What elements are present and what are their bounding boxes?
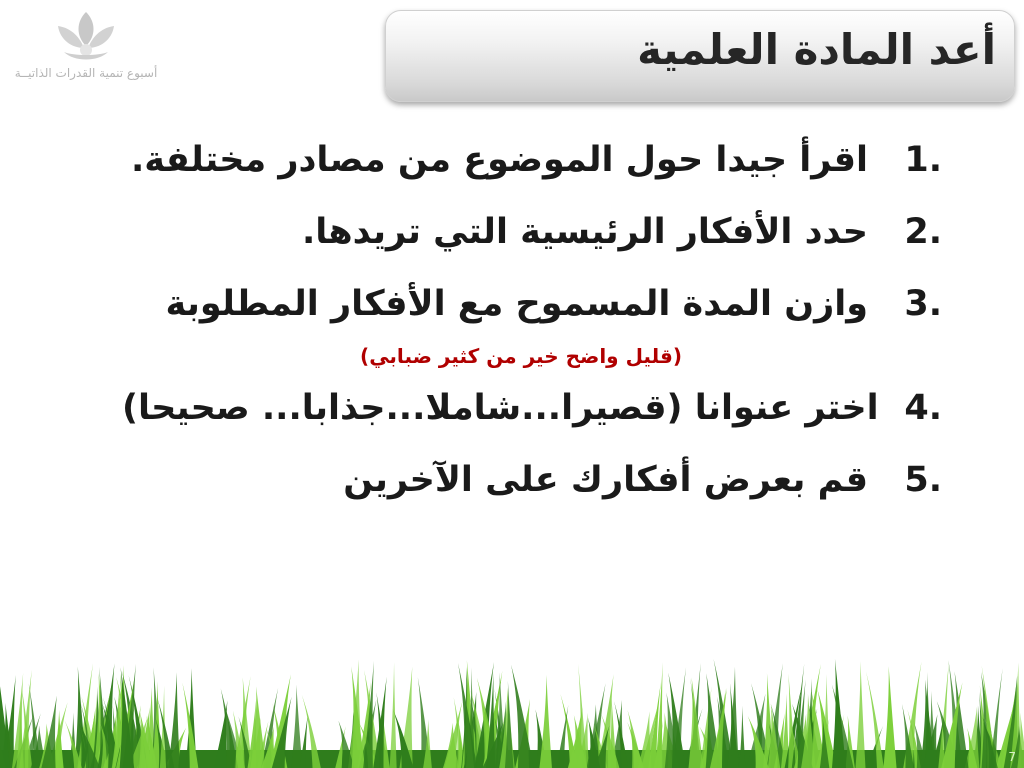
logo [6, 8, 166, 78]
list-item-text: قم بعرض أفكارك على الآخرين [343, 460, 868, 500]
page-number: 7 [1008, 750, 1016, 764]
list-item-text: اختر عنوانا (قصيرا...شاملا...جذابا... صحيحا) [122, 388, 879, 428]
content-list [122, 140, 942, 532]
list-item-number: 4. [904, 388, 942, 428]
list-item-number: 2. [904, 212, 942, 252]
list-item [122, 388, 942, 460]
list-item-text: حدد الأفكار الرئيسية التي تريدها. [301, 212, 868, 252]
list-item [122, 284, 942, 356]
list-item [122, 212, 942, 284]
list-item-text: وازن المدة المسموح مع الأفكار المطلوبة [165, 284, 868, 324]
list-item-number: 3. [904, 284, 942, 324]
title-bar [385, 10, 1015, 102]
list-item [122, 460, 942, 532]
list-item-number: 5. [904, 460, 942, 500]
note-text: (قليل واضح خير من كثير ضبابي) [360, 344, 682, 368]
slide-title: أعد المادة العلمية [637, 25, 996, 74]
grass-border [0, 658, 1024, 768]
list-item-number: 1. [904, 140, 942, 180]
logo-caption: أسبوع تنمية القدرات الذاتيــة [14, 66, 158, 80]
list-item-text: اقرأ جيدا حول الموضوع من مصادر مختلفة. [130, 140, 868, 180]
lotus-flower-icon [54, 8, 118, 66]
list-item [122, 140, 942, 212]
